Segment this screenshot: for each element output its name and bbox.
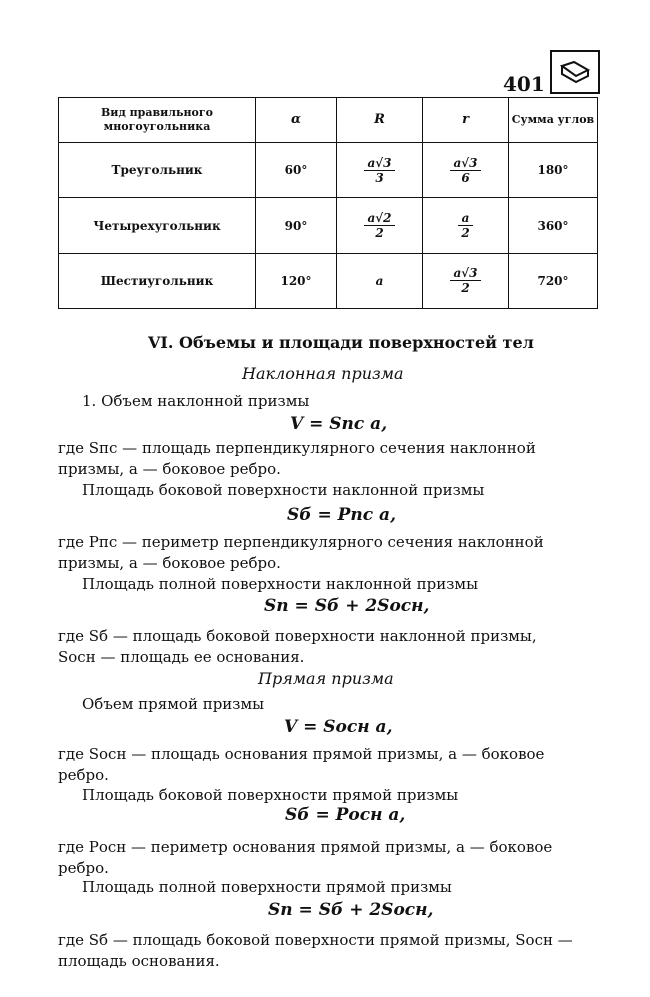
text-line: где Sб — площадь боковой поверхности наклонной призмы, (58, 627, 537, 645)
denominator: 2 (461, 281, 470, 296)
fraction (450, 156, 480, 185)
table-row (59, 253, 598, 308)
row-r (423, 143, 509, 198)
row-sum: 180° (509, 143, 598, 198)
row-r (423, 198, 509, 253)
item-inclined-volume: 1. Объем наклонной призмы (82, 392, 310, 410)
header-r: r (423, 98, 509, 143)
formula-inclined-total: Sп = Sб + 2Sосн, (264, 596, 430, 616)
page-number: 401 (503, 72, 545, 96)
row-R: a (337, 253, 423, 308)
row-name: Шестиугольник (59, 253, 256, 308)
text-line: Площадь боковой поверхности наклонной призмы (82, 481, 485, 499)
row-sum: 720° (509, 253, 598, 308)
numerator: a√3 (364, 156, 394, 171)
text-line: ребро. (58, 766, 109, 784)
row-sum: 360° (509, 198, 598, 253)
row-R (337, 198, 423, 253)
header-R: R (337, 98, 423, 143)
table-row (59, 143, 598, 198)
header-type: Вид правильного многоугольника (59, 98, 256, 143)
text-line: Объем прямой призмы (82, 695, 265, 713)
table-header-row (59, 98, 598, 143)
denominator: 6 (461, 170, 470, 185)
text-line: где Pпс — периметр перпендикулярного сечения наклонной (58, 533, 544, 551)
row-alpha: 60° (256, 143, 337, 198)
formula-right-volume: V = Sосн a, (284, 717, 393, 737)
section-title: VI. Объемы и площади поверхностей тел (148, 333, 534, 352)
denominator: 3 (375, 170, 384, 185)
row-R (337, 143, 423, 198)
text-line: Площадь боковой поверхности прямой призмы (82, 786, 459, 804)
fraction (458, 211, 472, 240)
text-line: ребро. (58, 859, 109, 877)
numerator: a (458, 211, 472, 226)
numerator: a√3 (450, 156, 480, 171)
text-line: призмы, a — боковое ребро. (58, 554, 281, 572)
text-line: площадь основания. (58, 952, 220, 970)
text-line: где Sб — площадь боковой поверхности прямой призмы, Sосн — (58, 931, 573, 949)
row-name: Четырехугольник (59, 198, 256, 253)
formula-inclined-lateral: Sб = Pпс a, (287, 505, 396, 525)
header-sum: Сумма углов (509, 98, 598, 143)
text-line: призмы, a — боковое ребро. (58, 460, 281, 478)
fraction (450, 266, 480, 295)
row-r (423, 253, 509, 308)
header-alpha: α (256, 98, 337, 143)
subtitle-inclined-prism: Наклонная призма (242, 364, 404, 383)
book-icon (550, 50, 600, 94)
formula-inclined-volume: V = Sпс a, (290, 414, 388, 434)
fraction (364, 156, 394, 185)
numerator: a√3 (450, 266, 480, 281)
row-alpha: 90° (256, 198, 337, 253)
text-line: Sосн — площадь ее основания. (58, 648, 305, 666)
denominator: 2 (375, 226, 384, 241)
numerator: a√2 (364, 211, 394, 226)
row-name: Треугольник (59, 143, 256, 198)
fraction (364, 211, 394, 240)
denominator: 2 (461, 226, 470, 241)
table-row (59, 198, 598, 253)
formula-right-total: Sп = Sб + 2Sосн, (268, 900, 434, 920)
row-alpha: 120° (256, 253, 337, 308)
text-line: Площадь полной поверхности наклонной призмы (82, 575, 479, 593)
text-line: где Sпс — площадь перпендикулярного сечения наклонной (58, 439, 536, 457)
text-line: где Pосн — периметр основания прямой призмы, a — боковое (58, 838, 553, 856)
text-line: Площадь полной поверхности прямой призмы (82, 878, 452, 896)
formula-right-lateral: Sб = Pосн a, (285, 805, 406, 825)
text-line: где Sосн — площадь основания прямой призмы, a — боковое (58, 745, 545, 763)
polygon-table (58, 97, 598, 309)
subtitle-right-prism: Прямая призма (258, 669, 394, 688)
